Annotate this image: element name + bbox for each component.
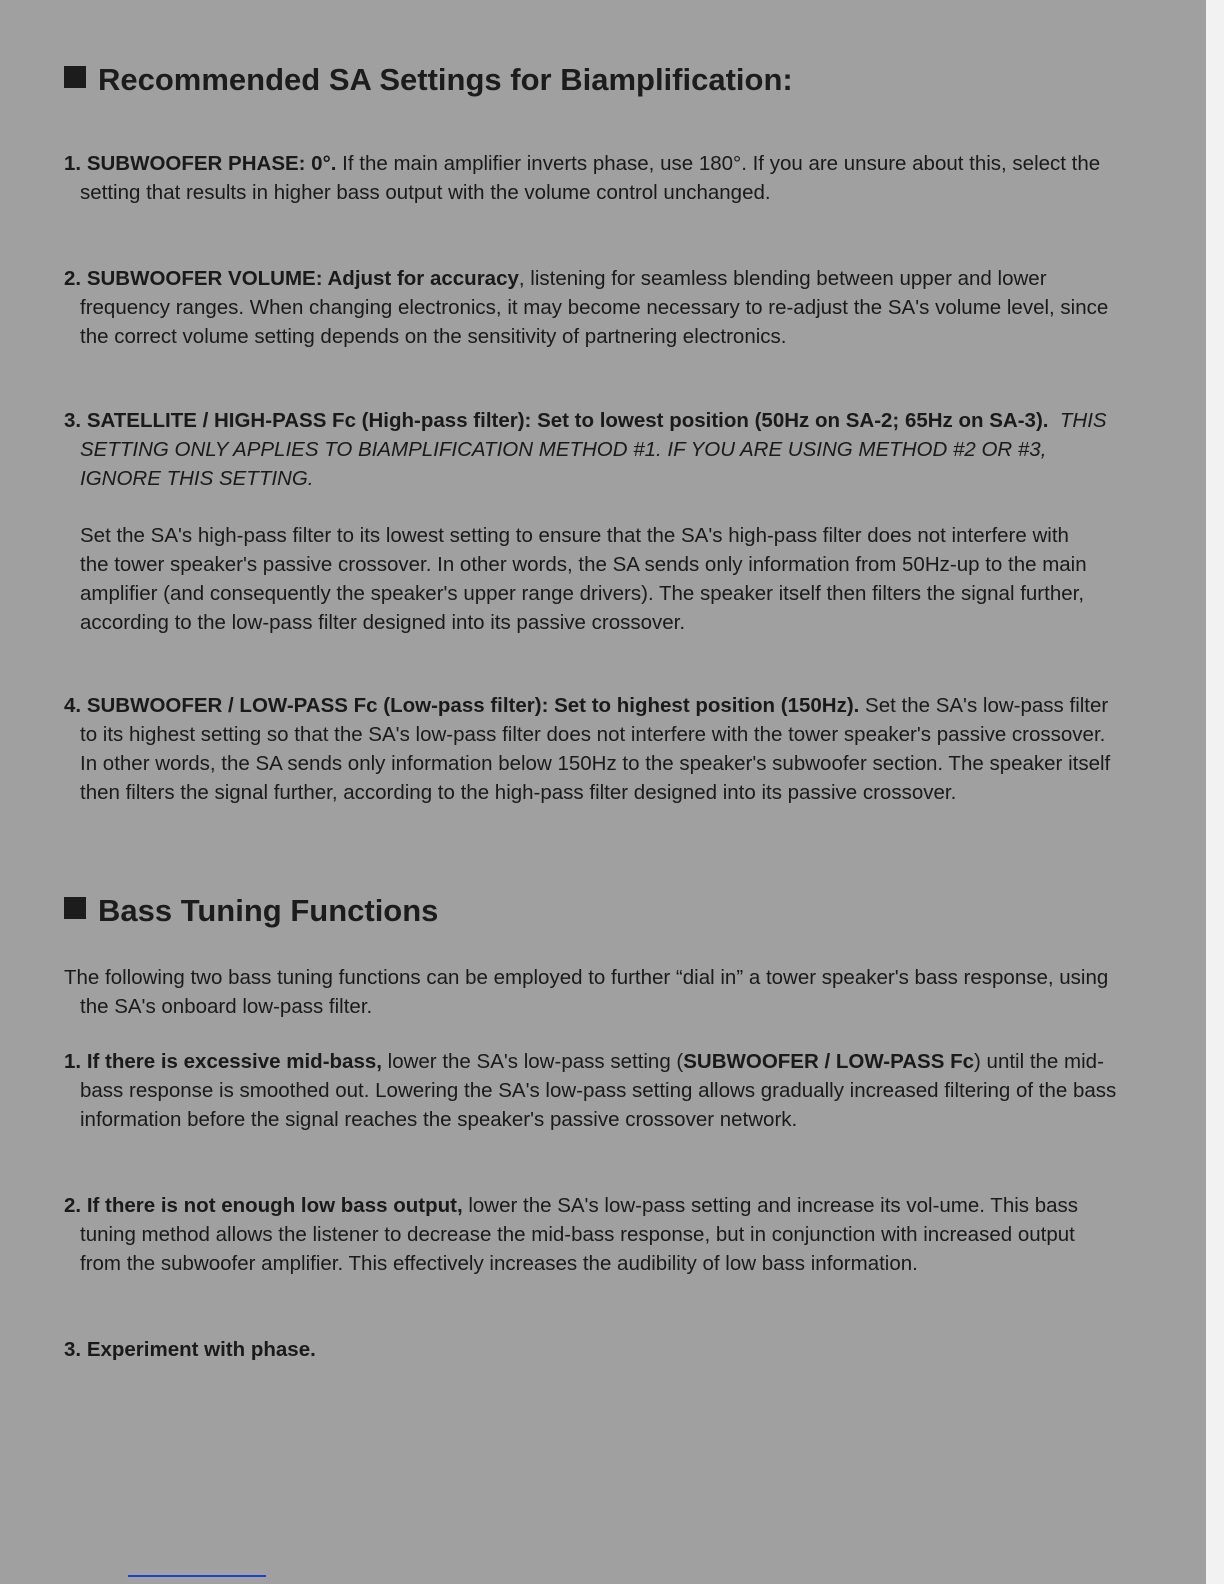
item-text: lower the SA's low-pass setting ( <box>381 1050 684 1073</box>
list-item-high-pass <box>64 406 1120 493</box>
item-number: 1. <box>64 152 82 175</box>
page-edge <box>1206 0 1224 1584</box>
bullet-square-icon <box>64 66 86 88</box>
bass-tuning-intro: The following two bass tuning functions can be employed to further “dial in” a tower speaker's bass response, using the SA's onboard low-pass filter. <box>64 966 1109 1018</box>
list-item-low-bass-output <box>64 1191 1120 1278</box>
item-bold-label: SUBWOOFER VOLUME: Adjust for accuracy <box>86 267 519 290</box>
item-bold-label: If there is excessive mid-bass, <box>86 1050 382 1073</box>
item-bold-label: Experiment with phase. <box>86 1338 316 1361</box>
item-number: 4. <box>64 694 82 717</box>
list-item-low-pass <box>64 691 1120 807</box>
list-item-subwoofer-volume <box>64 264 1120 351</box>
list-item-experiment-phase <box>64 1335 1120 1364</box>
item-number: 2. <box>64 267 82 290</box>
item-text: , listening for seamless blending between upper and lower frequency ranges. When changing electronics, it may become necessary to re-adjust the SA's volume level, since the correct volume setting depends on the sensitivity of partnering electronics. <box>80 267 1109 348</box>
item-text: lower the SA's low-pass setting and increase its vol-ume. This bass tuning method allows the listener to decrease the mid-bass response, but in conjunction with increased output from the subwoofer amplifier. This effectively increases the audibility of low bass information. <box>80 1194 1079 1275</box>
bullet-square-icon <box>64 897 86 919</box>
item-number: 3. <box>64 1338 82 1361</box>
item-number: 1. <box>64 1050 82 1073</box>
item-bold-setting: SUBWOOFER / LOW-PASS Fc <box>683 1050 975 1073</box>
item-text: If the main amplifier inverts phase, use 180°. If you are unsure about this, select the setting that results in higher bass output with the volume control unchanged. <box>80 152 1101 204</box>
item-bold-label: SUBWOOFER PHASE: 0°. <box>86 152 337 175</box>
item-text-continued: ) until the mid-bass response is smoothed out. Lowering the SA's low-pass setting allows gradually increased filtering of the bass information before the signal reaches the speaker's passive crossover network. <box>80 1050 1117 1131</box>
item-text: Set the SA's low-pass filter to its highest setting so that the SA's low-pass filter does not interfere with the tower speaker's passive crossover. In other words, the SA sends only information below 150Hz to the speaker's subwoofer section. The speaker itself then filters the signal further, according to the high-pass filter designed into its passive crossover. <box>80 694 1111 804</box>
item-bold-label: If there is not enough low bass output, <box>86 1194 463 1217</box>
section-heading-bass-tuning <box>64 893 438 929</box>
item-bold-label: SUBWOOFER / LOW-PASS Fc (Low-pass filter): Set to highest position (150Hz). <box>86 694 860 717</box>
section-heading-biamplification <box>64 62 793 98</box>
item-italic-note: THIS SETTING ONLY APPLIES TO BIAMPLIFICATION METHOD #1. IF YOU ARE USING METHOD #2 OR #3, IGNORE THIS SETTING. <box>80 409 1107 490</box>
high-pass-explanation: Set the SA's high-pass filter to its lowest setting to ensure that the SA's high-pass filter does not interfere with the tower speaker's passive crossover. In other words, the SA sends only information from 50Hz-up to the main amplifier (and consequently the speaker's upper range drivers). The speaker itself then filters the signal further, according to the low-pass filter designed into its passive crossover. <box>80 524 1087 634</box>
section-heading-text: Recommended SA Settings for Biamplification: <box>98 62 793 97</box>
item-number: 3. <box>64 409 82 432</box>
item-bold-label: SATELLITE / HIGH-PASS Fc (High-pass filter): Set to lowest position (50Hz on SA-2; 65Hz on SA-3). <box>86 409 1049 432</box>
section-heading-text: Bass Tuning Functions <box>98 893 439 928</box>
list-item-subwoofer-phase <box>64 149 1120 207</box>
item-number: 2. <box>64 1194 82 1217</box>
footer-link-underline <box>128 1575 266 1577</box>
list-item-excessive-mid-bass <box>64 1047 1120 1134</box>
